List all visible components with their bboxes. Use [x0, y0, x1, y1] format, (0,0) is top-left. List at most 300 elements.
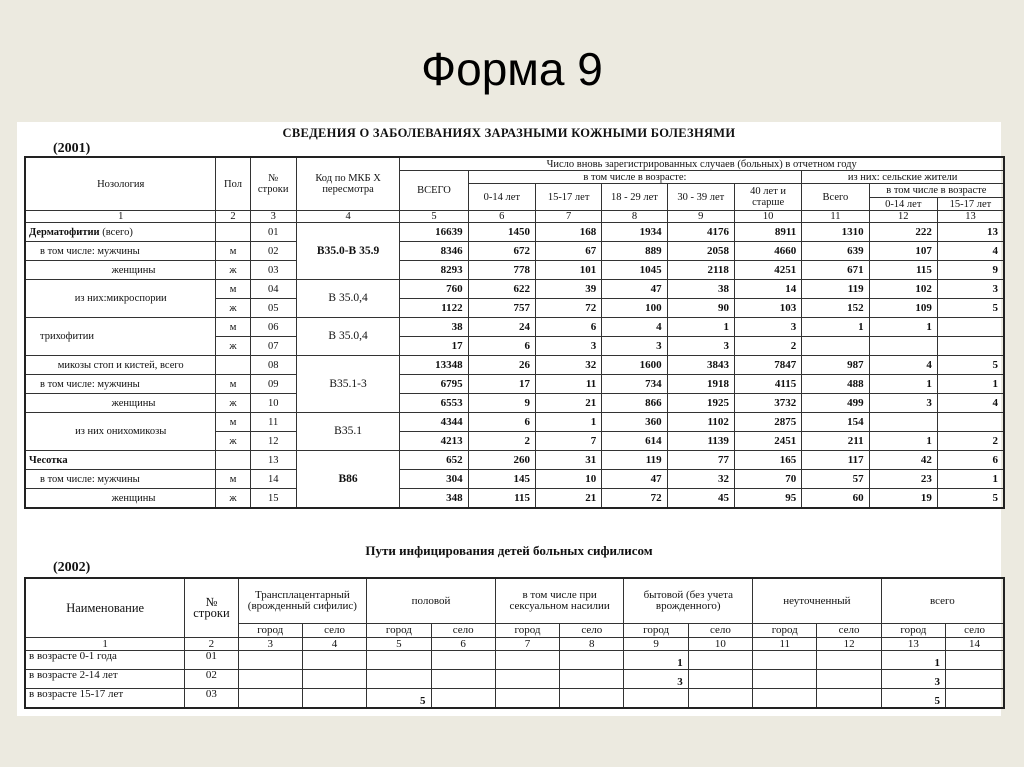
value-cell: 60 — [802, 489, 869, 509]
value-cell: 90 — [667, 299, 734, 318]
icd-code-cell: B35.0-B 35.9 — [296, 223, 400, 280]
value-cell — [624, 689, 688, 709]
sex-cell: ж — [216, 261, 250, 280]
value-cell: 115 — [468, 489, 535, 509]
column-number: 12 — [817, 638, 881, 651]
value-cell: 4 — [937, 242, 1004, 261]
subheader-city: город — [495, 624, 559, 638]
value-cell: 260 — [468, 451, 535, 470]
table-row — [25, 670, 1004, 689]
column-number: 13 — [881, 638, 945, 651]
table-row — [25, 261, 1004, 280]
value-cell: 889 — [602, 242, 667, 261]
value-cell: 32 — [535, 356, 601, 375]
value-cell: 4115 — [734, 375, 801, 394]
table-row — [25, 413, 1004, 432]
value-cell: 1 — [937, 470, 1004, 489]
row-number-cell: 07 — [250, 337, 296, 356]
value-cell — [869, 413, 937, 432]
table1-title: СВЕДЕНИЯ О ЗАБОЛЕВАНИЯХ ЗАРАЗНЫМИ КОЖНЫМИ БОЛЕЗНЯМИ — [282, 126, 736, 140]
value-cell: 614 — [602, 432, 667, 451]
header-rural: из них: сельские жители — [802, 171, 1004, 184]
value-cell: 165 — [734, 451, 801, 470]
slide-title: Форма 9 — [421, 43, 603, 95]
value-cell: 639 — [802, 242, 869, 261]
header-sex: Пол — [216, 157, 250, 211]
table1-form-code: (2001) — [53, 141, 91, 156]
value-cell: 7 — [535, 432, 601, 451]
row-number-cell: 08 — [250, 356, 296, 375]
column-number: 2 — [216, 211, 250, 223]
value-cell: 4660 — [734, 242, 801, 261]
subheader-city: город — [367, 624, 431, 638]
table-row — [25, 356, 1004, 375]
value-cell: 2875 — [734, 413, 801, 432]
header-age-40-plus: 40 лет и старше — [734, 184, 801, 211]
icd-code-cell: B35.1-3 — [296, 356, 400, 413]
value-cell: 1450 — [468, 223, 535, 242]
value-cell — [495, 651, 559, 670]
value-cell: 3 — [602, 337, 667, 356]
value-cell: 168 — [535, 223, 601, 242]
value-cell: 3 — [937, 280, 1004, 299]
column-number: 3 — [250, 211, 296, 223]
value-cell: 3 — [881, 670, 945, 689]
column-number: 5 — [400, 211, 468, 223]
value-cell — [946, 689, 1004, 709]
column-number: 8 — [602, 211, 667, 223]
nosology-cell: женщины — [25, 489, 216, 509]
value-cell: 3 — [624, 670, 688, 689]
value-cell: 1122 — [400, 299, 468, 318]
nosology-cell: женщины — [25, 394, 216, 413]
sex-cell: м — [216, 413, 250, 432]
value-cell: 26 — [468, 356, 535, 375]
value-cell — [688, 651, 752, 670]
value-cell: 1 — [535, 413, 601, 432]
header-sexual: половой — [367, 578, 496, 624]
value-cell: 77 — [667, 451, 734, 470]
row-number-cell: 10 — [250, 394, 296, 413]
column-number: 10 — [734, 211, 801, 223]
value-cell — [560, 651, 624, 670]
subheader-village: село — [688, 624, 752, 638]
nosology-name: Дерматофитии — [29, 226, 100, 238]
value-cell: 671 — [802, 261, 869, 280]
skin-diseases-table — [24, 156, 1005, 509]
nosology-cell: в том числе: мужчины — [25, 470, 216, 489]
header-icd: Код по МКБ X пересмотра — [296, 157, 400, 211]
column-number: 4 — [296, 211, 400, 223]
table2-title: Пути инфицирования детей больных сифилисом — [365, 543, 653, 558]
value-cell: 760 — [400, 280, 468, 299]
form-sheet — [17, 122, 1001, 716]
value-cell: 3732 — [734, 394, 801, 413]
column-number: 7 — [495, 638, 559, 651]
value-cell: 3 — [535, 337, 601, 356]
value-cell: 67 — [535, 242, 601, 261]
value-cell: 42 — [869, 451, 937, 470]
value-cell: 4 — [937, 394, 1004, 413]
subheader-city: город — [753, 624, 817, 638]
value-cell: 1918 — [667, 375, 734, 394]
header-rural-by-age: в том числе в возрасте — [869, 184, 1004, 198]
value-cell: 1310 — [802, 223, 869, 242]
value-cell — [753, 689, 817, 709]
column-number: 1 — [25, 638, 185, 651]
column-number: 5 — [367, 638, 431, 651]
value-cell: 13348 — [400, 356, 468, 375]
row-number-cell: 14 — [250, 470, 296, 489]
value-cell: 19 — [869, 489, 937, 509]
column-number: 6 — [468, 211, 535, 223]
header-by-age: в том числе в возрасте: — [468, 171, 802, 184]
table-row — [25, 318, 1004, 337]
table-row — [25, 394, 1004, 413]
header-age-0-14: 0-14 лет — [468, 184, 535, 211]
header-rural-15-17: 15-17 лет — [937, 198, 1004, 211]
value-cell: 39 — [535, 280, 601, 299]
header-age-15-17: 15-17 лет — [535, 184, 601, 211]
icd-code-cell: B86 — [296, 451, 400, 509]
table2-form-code: (2002) — [53, 560, 91, 575]
value-cell — [937, 337, 1004, 356]
sex-cell: ж — [216, 394, 250, 413]
value-cell: 1 — [667, 318, 734, 337]
sex-cell: м — [216, 470, 250, 489]
header-row-no: № строки — [250, 157, 296, 211]
subheader-village: село — [817, 624, 881, 638]
subheader-village: село — [431, 624, 495, 638]
sex-cell: м — [216, 318, 250, 337]
row-number-cell: 02 — [250, 242, 296, 261]
column-number: 9 — [624, 638, 688, 651]
row-number-cell: 09 — [250, 375, 296, 394]
value-cell: 95 — [734, 489, 801, 509]
sex-cell: ж — [216, 489, 250, 509]
value-cell — [495, 670, 559, 689]
table-row — [25, 242, 1004, 261]
nosology-cell: из них онихомикозы — [25, 413, 216, 451]
value-cell: 57 — [802, 470, 869, 489]
value-cell — [238, 651, 302, 670]
column-number: 11 — [753, 638, 817, 651]
value-cell: 5 — [937, 489, 1004, 509]
value-cell: 152 — [802, 299, 869, 318]
value-cell — [753, 651, 817, 670]
value-cell: 119 — [602, 451, 667, 470]
age-group-cell: в возрасте 0-1 года — [25, 651, 185, 670]
sex-cell: м — [216, 375, 250, 394]
value-cell: 11 — [535, 375, 601, 394]
value-cell: 47 — [602, 280, 667, 299]
column-number: 10 — [688, 638, 752, 651]
value-cell: 72 — [602, 489, 667, 509]
value-cell: 222 — [869, 223, 937, 242]
value-cell — [937, 318, 1004, 337]
value-cell: 1102 — [667, 413, 734, 432]
value-cell: 8293 — [400, 261, 468, 280]
syphilis-infection-table — [24, 577, 1005, 709]
value-cell: 360 — [602, 413, 667, 432]
table-row — [25, 689, 1004, 709]
value-cell: 101 — [535, 261, 601, 280]
value-cell: 4176 — [667, 223, 734, 242]
value-cell: 21 — [535, 489, 601, 509]
value-cell: 16639 — [400, 223, 468, 242]
row-number-cell: 02 — [185, 670, 238, 689]
value-cell: 1934 — [602, 223, 667, 242]
row-number-cell: 01 — [185, 651, 238, 670]
value-cell: 31 — [535, 451, 601, 470]
value-cell — [688, 670, 752, 689]
row-number-cell: 12 — [250, 432, 296, 451]
column-number: 11 — [802, 211, 869, 223]
value-cell: 1925 — [667, 394, 734, 413]
subheader-village: село — [302, 624, 366, 638]
value-cell: 2 — [468, 432, 535, 451]
subheader-village: село — [560, 624, 624, 638]
value-cell: 103 — [734, 299, 801, 318]
value-cell: 8346 — [400, 242, 468, 261]
sex-cell: ж — [216, 299, 250, 318]
value-cell: 3843 — [667, 356, 734, 375]
value-cell: 38 — [400, 318, 468, 337]
value-cell — [937, 413, 1004, 432]
subheader-city: город — [624, 624, 688, 638]
value-cell: 45 — [667, 489, 734, 509]
value-cell: 5 — [937, 356, 1004, 375]
column-number: 8 — [560, 638, 624, 651]
sex-cell: м — [216, 242, 250, 261]
column-number: 1 — [25, 211, 216, 223]
value-cell: 100 — [602, 299, 667, 318]
value-cell: 6 — [937, 451, 1004, 470]
row-number-cell: 06 — [250, 318, 296, 337]
table-row — [25, 451, 1004, 470]
age-group-cell: в возрасте 2-14 лет — [25, 670, 185, 689]
value-cell — [753, 670, 817, 689]
column-number: 14 — [946, 638, 1004, 651]
value-cell: 117 — [802, 451, 869, 470]
value-cell: 3 — [869, 394, 937, 413]
value-cell: 13 — [937, 223, 1004, 242]
row-number-cell: 15 — [250, 489, 296, 509]
subheader-city: город — [881, 624, 945, 638]
value-cell: 2 — [937, 432, 1004, 451]
subheader-city: город — [238, 624, 302, 638]
value-cell: 21 — [535, 394, 601, 413]
value-cell: 4344 — [400, 413, 468, 432]
column-number: 9 — [667, 211, 734, 223]
value-cell: 70 — [734, 470, 801, 489]
value-cell — [367, 670, 431, 689]
age-group-cell: в возрасте 15-17 лет — [25, 689, 185, 709]
value-cell: 119 — [802, 280, 869, 299]
value-cell: 109 — [869, 299, 937, 318]
column-number: 7 — [535, 211, 601, 223]
value-cell: 24 — [468, 318, 535, 337]
row-number-cell: 04 — [250, 280, 296, 299]
table-row — [25, 375, 1004, 394]
value-cell: 987 — [802, 356, 869, 375]
sex-cell — [216, 451, 250, 470]
value-cell: 6553 — [400, 394, 468, 413]
value-cell: 652 — [400, 451, 468, 470]
value-cell: 5 — [367, 689, 431, 709]
nosology-cell: в том числе: мужчины — [25, 242, 216, 261]
value-cell: 9 — [937, 261, 1004, 280]
value-cell: 622 — [468, 280, 535, 299]
value-cell: 778 — [468, 261, 535, 280]
row-number-cell: 01 — [250, 223, 296, 242]
nosology-suffix: (всего) — [99, 226, 133, 238]
sex-cell — [216, 356, 250, 375]
header-total: ВСЕГО — [400, 171, 468, 211]
nosology-cell: в том числе: мужчины — [25, 375, 216, 394]
table-row — [25, 470, 1004, 489]
value-cell: 32 — [667, 470, 734, 489]
value-cell: 734 — [602, 375, 667, 394]
value-cell: 4251 — [734, 261, 801, 280]
column-number: 6 — [431, 638, 495, 651]
value-cell: 6 — [468, 413, 535, 432]
header-total: всего — [881, 578, 1004, 624]
header-transplacental: Трансплацентарный (врожденный сифилис) — [238, 578, 367, 624]
value-cell: 1600 — [602, 356, 667, 375]
value-cell: 1045 — [602, 261, 667, 280]
value-cell — [946, 651, 1004, 670]
value-cell: 304 — [400, 470, 468, 489]
value-cell: 10 — [535, 470, 601, 489]
value-cell — [238, 689, 302, 709]
value-cell — [869, 337, 937, 356]
value-cell — [302, 670, 366, 689]
value-cell — [817, 670, 881, 689]
value-cell: 9 — [468, 394, 535, 413]
value-cell: 6795 — [400, 375, 468, 394]
header-household: бытовой (без учета врожденного) — [624, 578, 753, 624]
value-cell: 23 — [869, 470, 937, 489]
value-cell: 17 — [400, 337, 468, 356]
column-number: 3 — [238, 638, 302, 651]
value-cell: 1 — [624, 651, 688, 670]
sex-cell: ж — [216, 432, 250, 451]
value-cell — [560, 689, 624, 709]
value-cell: 6 — [535, 318, 601, 337]
header-age-30-39: 30 - 39 лет — [667, 184, 734, 211]
value-cell — [946, 670, 1004, 689]
value-cell: 4 — [602, 318, 667, 337]
header-sexual-violence: в том числе при сексуальном насилии — [495, 578, 624, 624]
value-cell: 5 — [937, 299, 1004, 318]
value-cell — [431, 651, 495, 670]
value-cell: 1 — [881, 651, 945, 670]
column-number: 2 — [185, 638, 238, 651]
value-cell: 17 — [468, 375, 535, 394]
value-cell — [817, 651, 881, 670]
value-cell: 3 — [734, 318, 801, 337]
column-number: 13 — [937, 211, 1004, 223]
nosology-cell: трихофитии — [25, 318, 216, 356]
nosology-cell: женщины — [25, 261, 216, 280]
sex-cell: м — [216, 280, 250, 299]
icd-code-cell: B 35.0,4 — [296, 318, 400, 356]
sex-cell: ж — [216, 337, 250, 356]
header-nosology: Нозология — [25, 157, 216, 211]
row-number-cell: 11 — [250, 413, 296, 432]
value-cell: 1 — [937, 375, 1004, 394]
value-cell: 1 — [869, 375, 937, 394]
row-number-cell: 03 — [250, 261, 296, 280]
header-rural-0-14: 0-14 лет — [869, 198, 937, 211]
value-cell — [367, 651, 431, 670]
row-number-cell: 03 — [185, 689, 238, 709]
value-cell: 72 — [535, 299, 601, 318]
value-cell: 107 — [869, 242, 937, 261]
header-name: Наименование — [25, 578, 185, 638]
row-number-cell: 13 — [250, 451, 296, 470]
nosology-cell — [25, 223, 216, 242]
value-cell: 499 — [802, 394, 869, 413]
value-cell: 2 — [734, 337, 801, 356]
value-cell: 1 — [869, 432, 937, 451]
header-row-no: № строки — [185, 578, 238, 638]
table-row — [25, 223, 1004, 242]
header-rural-total: Всего — [802, 184, 869, 211]
value-cell: 1139 — [667, 432, 734, 451]
table-row — [25, 489, 1004, 509]
table-row — [25, 651, 1004, 670]
nosology-cell: Чесотка — [25, 451, 216, 470]
value-cell: 145 — [468, 470, 535, 489]
value-cell — [495, 689, 559, 709]
value-cell: 14 — [734, 280, 801, 299]
value-cell: 102 — [869, 280, 937, 299]
value-cell: 38 — [667, 280, 734, 299]
value-cell: 348 — [400, 489, 468, 509]
value-cell — [302, 651, 366, 670]
value-cell — [431, 689, 495, 709]
value-cell: 2451 — [734, 432, 801, 451]
nosology-cell: из них:микроспории — [25, 280, 216, 318]
value-cell: 2118 — [667, 261, 734, 280]
value-cell: 866 — [602, 394, 667, 413]
value-cell: 488 — [802, 375, 869, 394]
value-cell: 115 — [869, 261, 937, 280]
value-cell: 211 — [802, 432, 869, 451]
value-cell: 1 — [869, 318, 937, 337]
value-cell: 3 — [667, 337, 734, 356]
icd-code-cell: B 35.0,4 — [296, 280, 400, 318]
header-age-18-29: 18 - 29 лет — [602, 184, 667, 211]
sex-cell — [216, 223, 250, 242]
row-number-cell: 05 — [250, 299, 296, 318]
value-cell — [688, 689, 752, 709]
table-row — [25, 280, 1004, 299]
value-cell: 4213 — [400, 432, 468, 451]
value-cell: 6 — [468, 337, 535, 356]
value-cell — [817, 689, 881, 709]
column-number: 12 — [869, 211, 937, 223]
icd-code-cell: B35.1 — [296, 413, 400, 451]
column-number: 4 — [302, 638, 366, 651]
value-cell: 7847 — [734, 356, 801, 375]
value-cell: 8911 — [734, 223, 801, 242]
value-cell — [802, 337, 869, 356]
value-cell: 2058 — [667, 242, 734, 261]
subheader-village: село — [946, 624, 1004, 638]
